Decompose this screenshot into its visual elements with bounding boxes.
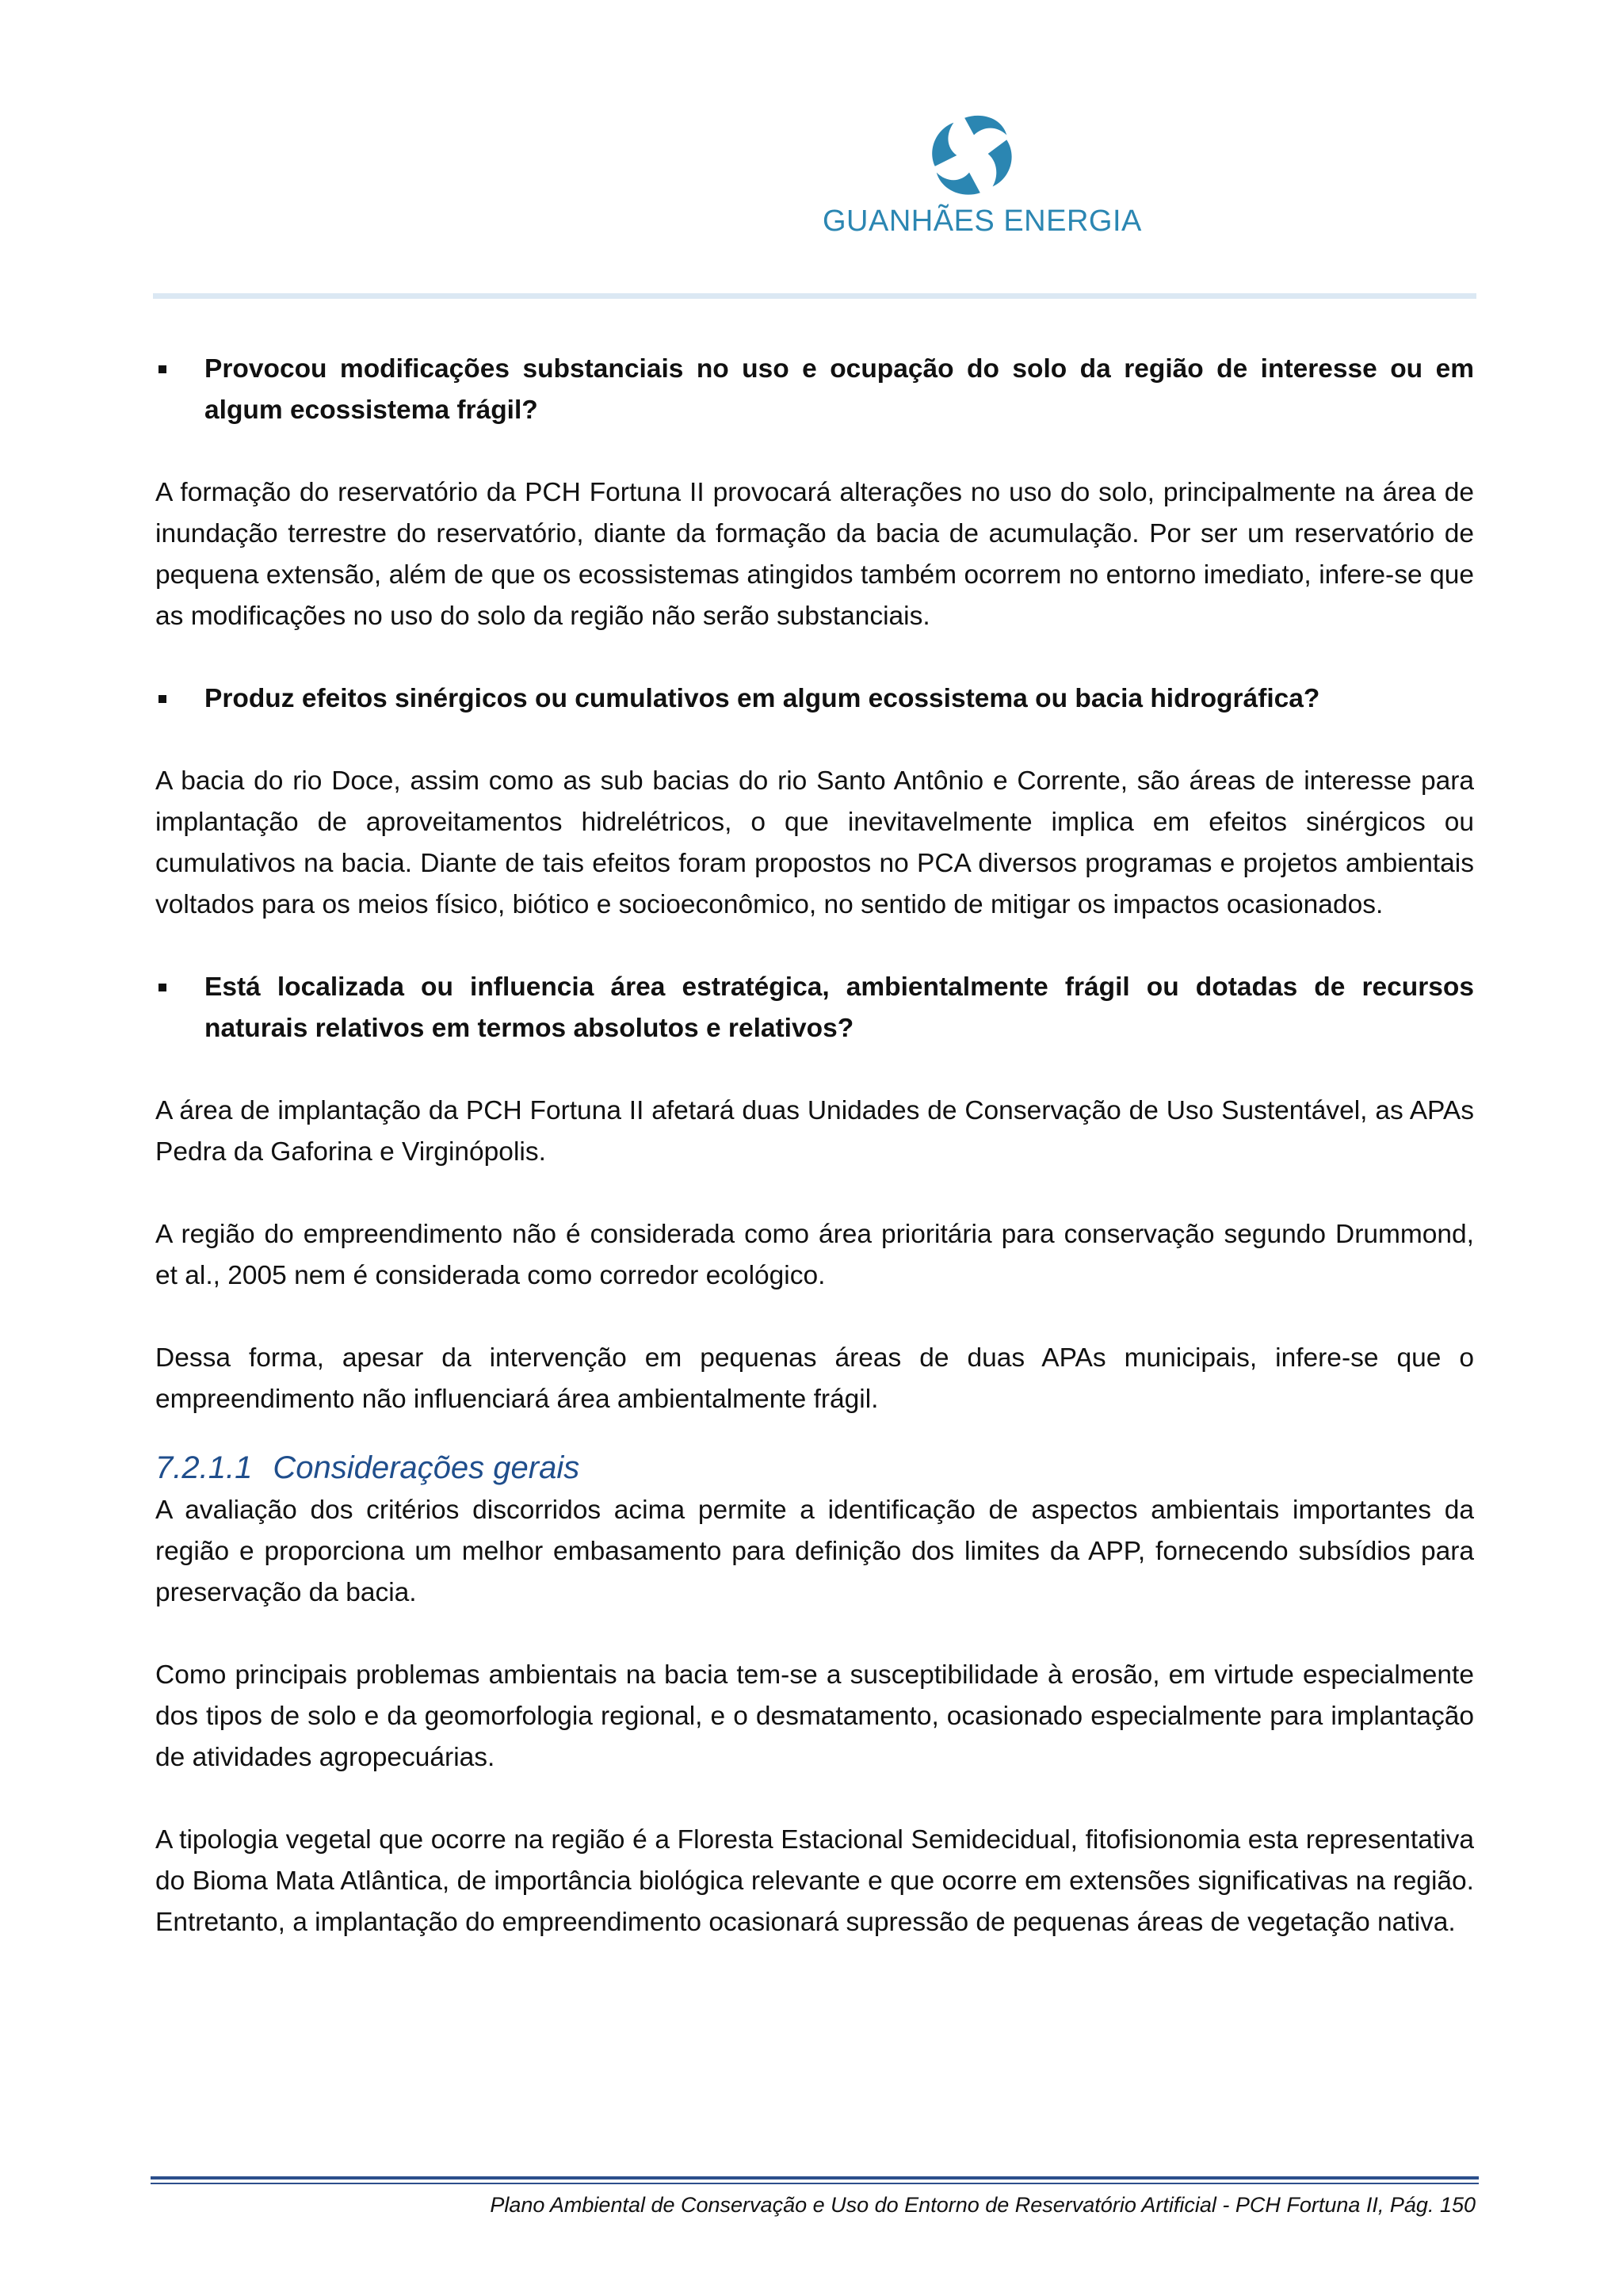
company-logo: [823, 111, 1142, 250]
brand-name: GUANHÃES ENERGIA: [823, 204, 1142, 238]
guanhaes-swirl-logo-icon: [926, 111, 1019, 200]
document-body: [155, 349, 1474, 1943]
square-bullet-icon: [158, 695, 166, 703]
question-item: [155, 967, 1474, 1049]
question-item: [155, 349, 1474, 431]
question-text: Provocou modificações substanciais no uso e ocupação do solo da região de interesse ou em algum ecossistema frágil?: [204, 354, 1474, 425]
footer-divider-thin: [151, 2183, 1479, 2184]
page-footer: Plano Ambiental de Conservação e Uso do Entorno de Reservatório Artificial - PCH Fortuna II, Pág. 150: [490, 2193, 1476, 2217]
paragraph: A bacia do rio Doce, assim como as sub bacias do rio Santo Antônio e Corrente, são áreas de interesse para implantação de aproveitamentos hidrelétricos, o que inevitavelmente implica em efeitos sinérgicos ou cumulativos na bacia. Diante de tais efeitos foram propostos no PCA diversos programas e projetos ambientais voltados para os meios físico, biótico e socioeconômico, no sentido de mitigar os impactos ocasionados.: [155, 766, 1474, 919]
paragraph: Como principais problemas ambientais na bacia tem-se a susceptibilidade à erosão, em virtude especialmente dos tipos de solo e da geomorfologia regional, e o desmatamento, ocasionado especialmente para implantação de atividades agropecuárias.: [155, 1660, 1474, 1772]
paragraph: A área de implantação da PCH Fortuna II afetará duas Unidades de Conservação de Uso Sustentável, as APAs Pedra da Gaforina e Virginópolis.: [155, 1096, 1474, 1167]
section-number: 7.2.1.1: [155, 1450, 253, 1485]
paragraph: A avaliação dos critérios discorridos acima permite a identificação de aspectos ambientais importantes da região e proporciona um melhor embasamento para definição dos limites da APP, fornecendo subsídios para preservação da bacia.: [155, 1496, 1474, 1607]
question-text: Está localizada ou influencia área estratégica, ambientalmente frágil ou dotadas de recursos naturais relativos em termos absolutos e relativos?: [204, 972, 1474, 1043]
square-bullet-icon: [158, 984, 166, 991]
paragraph: A região do empreendimento não é considerada como área prioritária para conservação segundo Drummond, et al., 2005 nem é considerada como corredor ecológico.: [155, 1220, 1474, 1290]
section-heading: [155, 1447, 1474, 1488]
footer-divider: [151, 2176, 1479, 2179]
header-divider: [153, 293, 1476, 299]
paragraph: A tipologia vegetal que ocorre na região é a Floresta Estacional Semidecidual, fitofisionomia esta representativa do Bioma Mata Atlântica, de importância biológica relevante e que ocorre em extensões significativas na região. Entretanto, a implantação do empreendimento ocasionará supressão de pequenas áreas de vegetação nativa.: [155, 1825, 1474, 1937]
question-item: [155, 678, 1474, 720]
paragraph: A formação do reservatório da PCH Fortuna II provocará alterações no uso do solo, principalmente na área de inundação terrestre do reservatório, diante da formação da bacia de acumulação. Por ser um reservatório de pequena extensão, além de que os ecossistemas atingidos também ocorrem no entorno imediato, infere-se que as modificações no uso do solo da região não serão substanciais.: [155, 478, 1474, 631]
square-bullet-icon: [158, 365, 166, 373]
paragraph: Dessa forma, apesar da intervenção em pequenas áreas de duas APAs municipais, infere-se que o empreendimento não influenciará área ambientalmente frágil.: [155, 1343, 1474, 1414]
section-title: Considerações gerais: [273, 1450, 580, 1485]
question-text: Produz efeitos sinérgicos ou cumulativos em algum ecossistema ou bacia hidrográfica?: [204, 684, 1320, 713]
